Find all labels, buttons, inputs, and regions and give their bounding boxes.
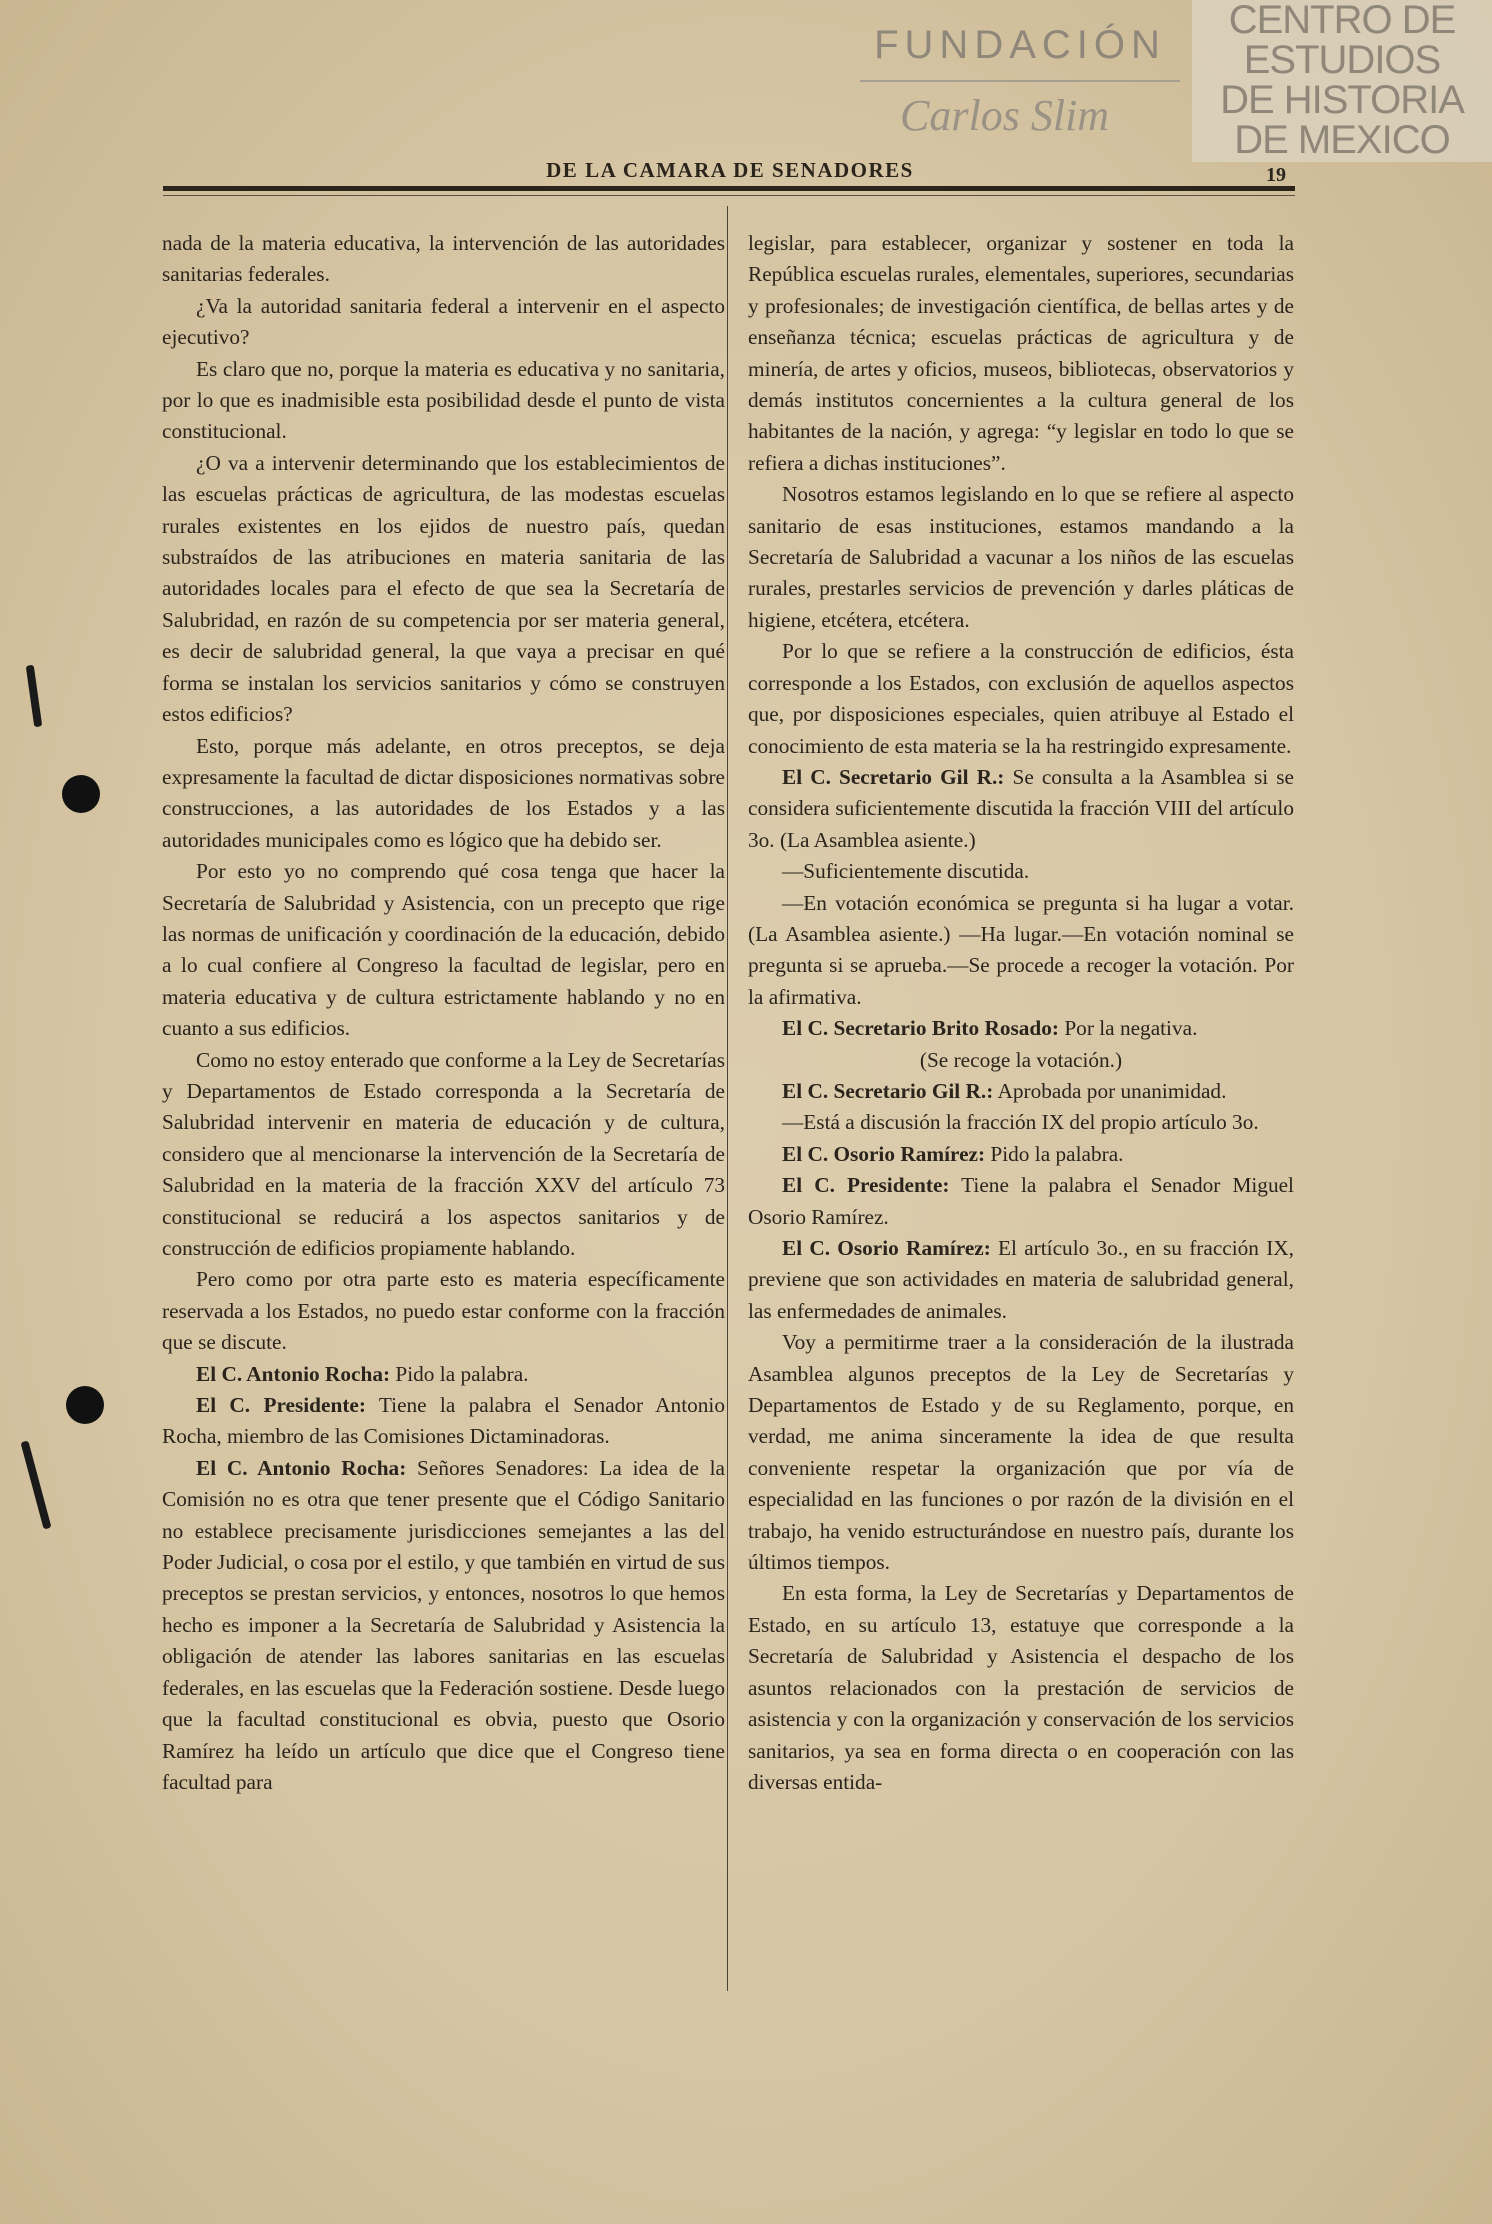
- speaker-name: El C. Osorio Ramírez:: [782, 1236, 991, 1260]
- paragraph-text: nada de la materia educativa, la intervención de las autoridades sanitarias federales.: [162, 231, 725, 287]
- speaker-paragraph: [162, 1359, 725, 1390]
- paragraph-text: Nosotros estamos legislando en lo que se refiere al aspecto sanitario de esas instituciones, estamos mandando a la Secretaría de Salubridad a vacunar a los niños de las escuelas rurales, prestarles servicios de prevención y darles pláticas de higiene, etcétera, etcétera.: [748, 482, 1294, 632]
- paragraph: [748, 479, 1294, 636]
- paragraph-text: Voy a permitirme traer a la consideración de la ilustrada Asamblea algunos preceptos de la Ley de Secretarías y Departamentos de Estado y de su Reglamento, porque, en verdad, me anima sinceramente la idea de que resulta conveniente respetar la organización que por vía de especialidad en las funciones o por razón de la división en el trabajo, ha venido estructurándose en nuestro país, durante los últimos tiempos.: [748, 1330, 1294, 1575]
- speaker-name: El C. Secretario Gil R.:: [782, 1078, 994, 1103]
- paragraph-text: —Suficientemente discutida.: [782, 859, 1030, 884]
- speaker-name: El C. Secretario Brito Rosado:: [782, 1016, 1060, 1041]
- paragraph: [162, 291, 725, 354]
- paragraph-text: Es claro que no, porque la materia es educativa y no sanitaria, por lo que es inadmisible esta posibilidad desde el punto de vista constitucional.: [162, 356, 725, 444]
- header-rule-thin: [163, 195, 1295, 196]
- watermark-line: DE MEXICO: [1234, 118, 1450, 162]
- watermark-line: DE HISTORIA: [1220, 78, 1464, 122]
- speaker-paragraph: [748, 1139, 1294, 1170]
- paragraph-text: Pero como por otra parte esto es materia específicamente reservada a los Estados, no puedo estar conforme con la fracción que se discute.: [162, 1267, 725, 1355]
- paragraph: [748, 228, 1294, 479]
- paragraph-text: Pido la palabra.: [390, 1361, 529, 1386]
- paragraph-text: Tiene la palabra el Senador Antonio Rocha, miembro de las Comisiones Dictaminadoras.: [162, 1393, 725, 1449]
- speaker-paragraph: [748, 1233, 1294, 1327]
- speaker-name: El C. Presidente:: [782, 1173, 950, 1198]
- ink-mark: [20, 1440, 51, 1529]
- speaker-name: El C. Antonio Rocha:: [196, 1361, 391, 1386]
- paragraph-text: Como no estoy enterado que conforme a la Ley de Secretarías y Departamentos de Estado corresponda a la Secretaría de Salubridad intervenir en materia de educación y de cultura, considero que al mencionarse la intervención de la Secretaría de Salubridad en la materia de la fracción XXV del artículo 73 constitucional se reducirá a los aspectos sanitarios y de construcción de edificios propiamente hablando.: [162, 1047, 725, 1260]
- paragraph: [748, 1107, 1294, 1138]
- paragraph-text: Por esto yo no comprendo qué cosa tenga que hacer la Secretaría de Salubridad y Asistencia, con un precepto que rige las normas de unificación y coordinación de la educación, debido a lo cual confiere al Congreso la facultad de legislar, pero en materia educativa y de cultura estrictamente hablando y no en cuanto a sus edificios.: [162, 859, 725, 1041]
- punch-hole: [66, 1386, 104, 1424]
- paragraph: [748, 1327, 1294, 1578]
- speaker-name: El C. Osorio Ramírez:: [782, 1141, 986, 1166]
- speaker-name: El C. Presidente:: [196, 1393, 366, 1418]
- paragraph: [748, 1045, 1294, 1076]
- paragraph: [748, 1578, 1294, 1798]
- paragraph-text: Por la negativa.: [1059, 1016, 1198, 1041]
- paragraph-text: ¿O va a intervenir determinando que los establecimientos de las escuelas prácticas de agricultura, de las modestas escuelas rurales existentes en los ejidos de nuestro país, quedan substraídos de las atribuciones en materia sanitaria de las autoridades locales para el efecto de que sea la Secretaría de Salubridad, en razón de su competencia por ser materia general, es decir de salubridad general, la que vaya a precisar en qué forma se instalan los servicios sanitarios y cómo se construyen estos edificios?: [162, 450, 725, 727]
- watermark-line: ESTUDIOS: [1243, 38, 1441, 82]
- paragraph-text: —En votación económica se pregunta si ha lugar a votar. (La Asamblea asiente.) —Ha lugar.—En votación nominal se pregunta si se aprueba.—Se procede a recoger la votación. Por la afirmativa.: [748, 890, 1294, 1009]
- paragraph-text: El artículo 3o., en su fracción IX, previene que son actividades en materia de salubridad general, las enfermedades de animales.: [748, 1236, 1294, 1323]
- paragraph: [162, 1264, 725, 1358]
- paragraph: [162, 1045, 725, 1265]
- speaker-paragraph: [748, 1170, 1294, 1233]
- page-number: 19: [1266, 164, 1286, 186]
- paragraph-text: En esta forma, la Ley de Secretarías y Departamentos de Estado, en su artículo 13, estatuye que corresponde a la Secretaría de Salubridad y Asistencia el despacho de los asuntos relacionados con la prestación de servicios de asistencia y con la organización y conservación de los servicios sanitarios, ya sea en forma directa o en cooperación con las diversas entida-: [748, 1581, 1294, 1794]
- paragraph: [162, 448, 725, 731]
- paragraph: [748, 856, 1294, 887]
- paragraph: [748, 888, 1294, 1014]
- watermark-foundation: FUNDACIÓN: [874, 23, 1166, 67]
- paragraph-text: (Se recoge la votación.): [919, 1047, 1123, 1072]
- paragraph-text: Esto, porque más adelante, en otros preceptos, se deja expresamente la facultad de dictar disposiciones normativas sobre construcciones, a las autoridades de los Estados y a las autoridades municipales como es lógico que ha debido ser.: [162, 733, 725, 852]
- speaker-paragraph: [748, 1076, 1294, 1107]
- watermark-divider: [860, 80, 1180, 82]
- punch-hole: [62, 775, 100, 813]
- column-divider: [727, 206, 728, 1991]
- paragraph-text: Señores Senadores: La idea de la Comisión no es otra que tener presente que el Código Sanitario no establece precisamente jurisdicciones semejantes a las del Poder Judicial, o cosa por el estilo, y que también en virtud de sus preceptos se prestan servicios, y entonces, nosotros lo que hemos hecho es imponer a la Secretaría de Salubridad y Asistencia la obligación de atender las labores sanitarias en las escuelas federales, en las escuelas que la Federación sostiene. Desde luego que la facultad constitucional es obvia, puesto que Osorio Ramírez ha leído un artículo que dice que el Congreso tiene facultad para: [162, 1455, 725, 1794]
- speaker-paragraph: [162, 1453, 725, 1798]
- speaker-paragraph: [162, 1390, 725, 1453]
- left-column: [162, 228, 725, 1798]
- paragraph: [162, 228, 725, 291]
- speaker-paragraph: [748, 1013, 1294, 1044]
- paragraph-text: Se consulta a la Asamblea si se considera suficientemente discutida la fracción VIII del artículo 3o. (La Asamblea asiente.): [748, 764, 1294, 852]
- running-header: DE LA CAMARA DE SENADORES: [546, 158, 914, 182]
- header-rule: [163, 186, 1295, 191]
- paragraph-text: legislar, para establecer, organizar y sostener en toda la República escuelas rurales, elementales, superiores, secundarias y profesionales; de investigación científica, de bellas artes y de enseñanza técnica; escuelas prácticas de agricultura y de minería, de artes y oficios, museos, bibliotecas, observatorios y demás institutos concernientes a la cultura general de los habitantes de la nación, y agrega: “y legislar en todo lo que se refiera a dichas instituciones”.: [748, 231, 1294, 475]
- paragraph: [748, 636, 1294, 762]
- speaker-name: El C. Antonio Rocha:: [196, 1455, 407, 1480]
- paragraph-text: Tiene la palabra el Senador Miguel Osorio Ramírez.: [748, 1173, 1294, 1229]
- paragraph-text: ¿Va la autoridad sanitaria federal a intervenir en el aspecto ejecutivo?: [162, 293, 725, 350]
- paragraph: [162, 354, 725, 448]
- paragraph-text: —Está a discusión la fracción IX del propio artículo 3o.: [782, 1110, 1259, 1135]
- speaker-name: El C. Secretario Gil R.:: [782, 764, 1005, 789]
- ink-mark: [26, 665, 43, 728]
- paragraph-text: Por lo que se refiere a la construcción de edificios, ésta corresponde a los Estados, con exclusión de aquellos aspectos que, por disposiciones especiales, quien atribuye al Estado el conocimiento de esta materia se la ha restringido expresamente.: [748, 639, 1294, 758]
- paragraph-text: Pido la palabra.: [985, 1141, 1124, 1166]
- speaker-paragraph: [748, 762, 1294, 856]
- watermark-signature: Carlos Slim: [900, 91, 1110, 140]
- right-column: [748, 228, 1294, 1798]
- watermark-line: CENTRO DE: [1228, 0, 1456, 42]
- paragraph-text: Aprobada por unanimidad.: [993, 1078, 1227, 1103]
- paragraph: [162, 856, 725, 1044]
- paragraph: [162, 731, 725, 857]
